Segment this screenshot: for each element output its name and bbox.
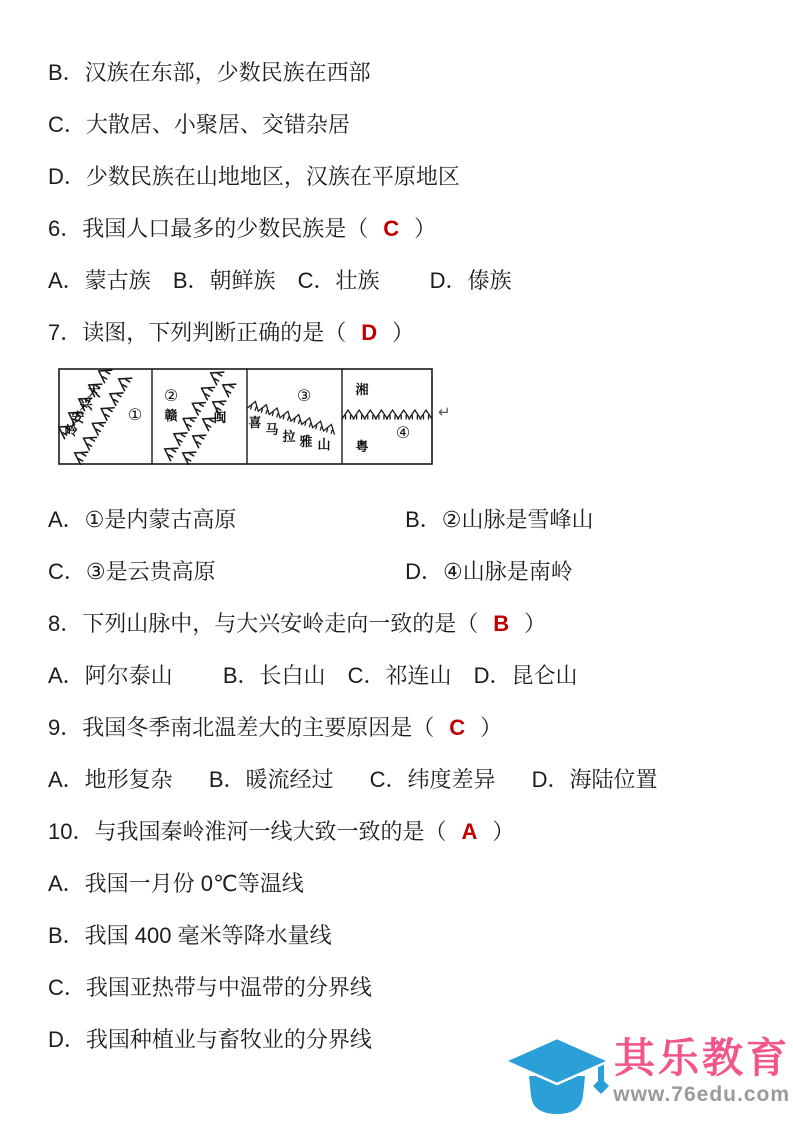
q7-stem [48, 321, 414, 345]
q7-stem-text: 7．读图，下列判断正确的是（ [48, 320, 347, 345]
panel3-char-4: 雅 [299, 434, 313, 449]
q6-option-a: A．蒙古族 [48, 268, 151, 293]
q7-option-c: C．③是云贵高原 [48, 559, 216, 584]
q9-option-a: A．地形复杂 [48, 767, 173, 792]
q7-close-paren: ） [392, 320, 415, 345]
panel3-number: ③ [296, 388, 312, 405]
q6-options [48, 269, 512, 293]
q10-option-d: D．我国种植业与畜牧业的分界线 [48, 1027, 372, 1052]
panel1-char-3: 安 [71, 410, 85, 425]
q10-close-paren: ） [492, 819, 515, 844]
q10-answer: A [461, 819, 478, 844]
q10-stem-text: 10．与我国秦岭淮河一线大致一致的是（ [48, 819, 447, 844]
q10-option-b: B．我国 400 毫米等降水量线 [48, 923, 332, 948]
q5-option-b: B．汉族在东部，少数民族在西部 [48, 60, 371, 85]
q6-option-b: B．朝鲜族 [172, 268, 276, 293]
q6-option-d: D．傣族 [429, 268, 512, 293]
panel2-number: ② [163, 388, 179, 405]
panel1-number: ① [127, 407, 143, 424]
q9-option-b: B．暖流经过 [208, 767, 334, 792]
q9-close-paren: ） [480, 715, 503, 740]
q5-option-d: D．少数民族在山地地区，汉族在平原地区 [48, 164, 460, 189]
q8-stem [48, 612, 546, 636]
q7-answer: D [361, 320, 378, 345]
panel2-label-gan: 赣 [164, 408, 178, 423]
q10-option-a: A．我国一月份 0℃等温线 [48, 871, 304, 896]
q9-option-d: D．海陆位置 [531, 767, 658, 792]
q6-stem-text: 6．我国人口最多的少数民族是（ [48, 216, 369, 241]
q6-answer: C [383, 216, 400, 241]
mountain-figure-svg [58, 368, 433, 465]
panel4-ridge [342, 410, 432, 419]
q9-stem [48, 716, 502, 740]
q6-option-c: C．壮族 [297, 268, 380, 293]
q7-options-row-1 [48, 508, 594, 532]
graduation-cap-icon [502, 1036, 614, 1118]
q9-stem-text: 9．我国冬季南北温差大的主要原因是（ [48, 715, 435, 740]
q8-answer: B [493, 611, 510, 636]
q10-stem [48, 820, 514, 844]
q9-answer: C [449, 715, 466, 740]
q7-option-a: A．①是内蒙古高原 [48, 507, 237, 532]
panel2-ridge-second [179, 379, 236, 465]
q8-stem-text: 8．下列山脉中，与大兴安岭走向一致的是（ [48, 611, 479, 636]
panel3-char-1: 喜 [248, 415, 262, 430]
q5-option-c: C．大散居、小聚居、交错杂居 [48, 112, 350, 137]
panel2-label-min: 闽 [213, 410, 227, 425]
q7-options-row-2 [48, 560, 573, 584]
panel3-char-3: 拉 [282, 429, 296, 444]
q6-close-paren: ） [414, 216, 437, 241]
panel1-char-1: 大 [87, 384, 101, 399]
q8-option-d: D．昆仑山 [473, 663, 578, 688]
q9-options [48, 768, 658, 792]
q6-stem [48, 217, 436, 241]
q8-option-c: C．祁连山 [347, 663, 452, 688]
q8-option-b: B．长白山 [222, 663, 326, 688]
panel4-label-xiang: 湘 [355, 382, 369, 397]
q9-option-c: C．纬度差异 [369, 767, 496, 792]
q8-options [48, 664, 578, 688]
q7-option-d: D．④山脉是南岭 [405, 559, 573, 584]
q8-close-paren: ） [524, 611, 547, 636]
panel3-char-2: 马 [265, 422, 279, 437]
q7-option-b: B．②山脉是雪峰山 [405, 507, 594, 532]
brand-url: www.76edu.com [613, 1083, 790, 1106]
brand-name: 其乐教育 [614, 1035, 790, 1081]
mountain-figure [58, 368, 433, 465]
panel3-char-5: 山 [317, 437, 331, 452]
panel1-char-2: 兴 [79, 397, 93, 412]
q10-option-c: C．我国亚热带与中温带的分界线 [48, 975, 372, 1000]
paragraph-mark: ↵ [438, 404, 451, 421]
panel1-char-4: 岭 [64, 423, 78, 438]
brand-logo [502, 1034, 790, 1118]
panel4-number: ④ [395, 425, 411, 442]
q8-option-a: A．阿尔泰山 [48, 663, 173, 688]
panel4-label-yue: 粤 [355, 439, 369, 454]
